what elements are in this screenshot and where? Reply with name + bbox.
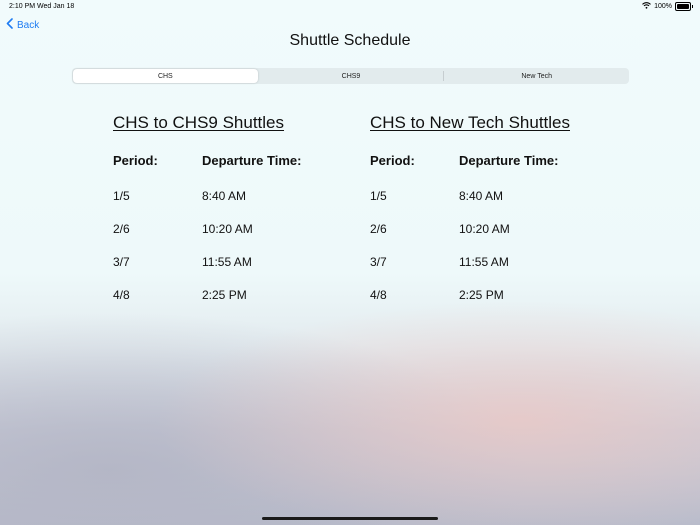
status-time: 2:10 PM bbox=[9, 3, 36, 10]
schedule-chs-to-chs9 bbox=[113, 113, 343, 313]
tab-label: New Tech bbox=[521, 72, 552, 80]
schedule-heading: CHS to New Tech Shuttles bbox=[370, 113, 570, 132]
period-cell: 3/7 bbox=[370, 255, 387, 269]
home-indicator[interactable] bbox=[262, 517, 438, 520]
time-cell: 11:55 AM bbox=[459, 255, 509, 269]
status-bar bbox=[0, 0, 700, 14]
time-cell: 8:40 AM bbox=[202, 189, 247, 203]
back-label: Back bbox=[17, 19, 40, 31]
departure-time-header: Departure Time: bbox=[459, 153, 559, 168]
time-cell: 11:55 AM bbox=[202, 255, 252, 269]
battery-icon bbox=[675, 2, 691, 11]
back-button[interactable] bbox=[6, 18, 39, 32]
period-cell: 1/5 bbox=[113, 189, 130, 203]
period-header: Period: bbox=[370, 153, 415, 168]
time-cell: 10:20 AM bbox=[202, 222, 253, 236]
time-cell: 10:20 AM bbox=[459, 222, 510, 236]
schedule-heading: CHS to CHS9 Shuttles bbox=[113, 113, 285, 132]
wifi-icon bbox=[642, 2, 651, 11]
time-cell: 2:25 PM bbox=[202, 288, 247, 302]
status-date: Wed Jan 18 bbox=[37, 3, 75, 10]
period-cell: 2/6 bbox=[370, 222, 387, 236]
tab-new-tech[interactable] bbox=[444, 68, 629, 84]
period-cell: 3/7 bbox=[113, 255, 130, 269]
chevron-left-icon bbox=[6, 18, 13, 32]
period-cell: 1/5 bbox=[370, 189, 387, 203]
tab-label: CHS bbox=[157, 72, 173, 80]
battery-percent: 100% bbox=[654, 3, 672, 10]
page-title: Shuttle Schedule bbox=[289, 32, 411, 49]
period-cell: 4/8 bbox=[370, 288, 387, 302]
departure-time-header: Departure Time: bbox=[202, 153, 302, 168]
campus-segmented-control bbox=[72, 68, 629, 84]
schedule-chs-to-new-tech bbox=[370, 113, 600, 313]
tab-chs[interactable] bbox=[73, 69, 258, 83]
status-indicators bbox=[642, 2, 691, 11]
time-cell: 2:25 PM bbox=[459, 288, 504, 302]
period-header: Period: bbox=[113, 153, 158, 168]
period-cell: 2/6 bbox=[113, 222, 130, 236]
tab-label: CHS9 bbox=[341, 72, 361, 80]
time-cell: 8:40 AM bbox=[459, 189, 504, 203]
period-cell: 4/8 bbox=[113, 288, 130, 302]
tab-chs9[interactable] bbox=[259, 68, 444, 84]
